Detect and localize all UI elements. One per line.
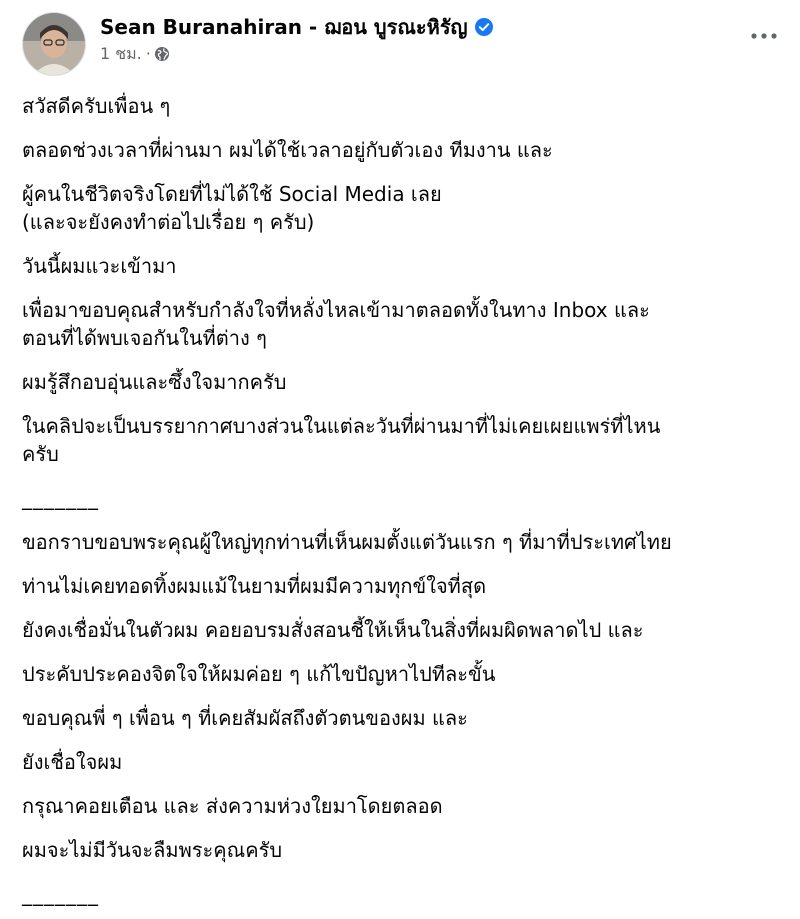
post-line: ตอนที่ได้พบเจอกันในที่ต่าง ๆ — [22, 326, 267, 350]
post-line: ครับ — [22, 442, 59, 466]
post-line: ผู้คนในชีวิตจริงโดยที่ไม่ได้ใช้ Social Media เลย — [22, 182, 442, 206]
section-divider: _______ — [22, 486, 99, 510]
post-meta — [100, 14, 494, 64]
post-line: ผมจะไม่มีวันจะลืมพระคุณครับ — [22, 838, 283, 862]
post-header — [22, 12, 780, 78]
author-name[interactable]: Sean Buranahiran - ฌอน บูรณะหิรัญ — [100, 15, 468, 39]
author-avatar[interactable] — [22, 12, 86, 76]
post-line: ยังเชื่อใจผม — [22, 750, 123, 774]
post-line: ท่านไม่เคยทอดทิ้งผมแม้ในยามที่ผมมีความทุกข์ใจที่สุด — [22, 574, 487, 598]
post-line: (และจะยังคงทำต่อไปเรื่อย ๆ ครับ) — [22, 210, 315, 234]
post-line: ผมรู้สึกอบอุ่นและซึ้งใจมากครับ — [22, 370, 287, 394]
globe-icon[interactable] — [154, 46, 170, 62]
post-line: ขอบคุณพี่ ๆ เพื่อน ๆ ที่เคยสัมผัสถึงตัวตนของผม และ — [22, 706, 468, 730]
author-name-row — [100, 14, 494, 40]
post-line: ขอกราบขอบพระคุณผู้ใหญ่ทุกท่านที่เห็นผมตั้งแต่วันแรก ๆ ที่มาที่ประเทศไทย — [22, 530, 672, 554]
post-line: ประคับประคองจิตใจให้ผมค่อย ๆ แก้ไขปัญหาไปทีละขั้น — [22, 662, 496, 686]
section-divider: _______ — [22, 882, 99, 906]
post-body — [22, 92, 784, 919]
more-options-icon[interactable] — [746, 18, 782, 54]
post-sub-meta — [100, 44, 494, 64]
avatar-photo — [23, 13, 85, 75]
post-line: กรุณาคอยเตือน และ ส่งความห่วงใยมาโดยตลอด — [22, 794, 443, 818]
post-line: ตลอดช่วงเวลาที่ผ่านมา ผมได้ใช้เวลาอยู่กับตัวเอง ทีมงาน และ — [22, 138, 553, 162]
post-line: สวัสดีครับเพื่อน ๆ — [22, 94, 171, 118]
post-line: ยังคงเชื่อมั่นในตัวผม คอยอบรมสั่งสอนชี้ให้เห็นในสิ่งที่ผมผิดพลาดไป และ — [22, 618, 644, 642]
post-line: วันนี้ผมแวะเข้ามา — [22, 254, 177, 278]
post-line: เพื่อมาขอบคุณสำหรับกำลังใจที่หลั่งไหลเข้ามาตลอดทั้งในทาง Inbox และ — [22, 298, 650, 322]
post-timestamp[interactable]: 1 ชม. — [100, 44, 142, 63]
meta-separator: · — [145, 44, 151, 63]
post-line: ในคลิปจะเป็นบรรยากาศบางส่วนในแต่ละวันที่ผ่านมาที่ไม่เคยเผยแพร่ที่ไหน — [22, 414, 661, 438]
verified-badge-icon — [474, 17, 494, 37]
